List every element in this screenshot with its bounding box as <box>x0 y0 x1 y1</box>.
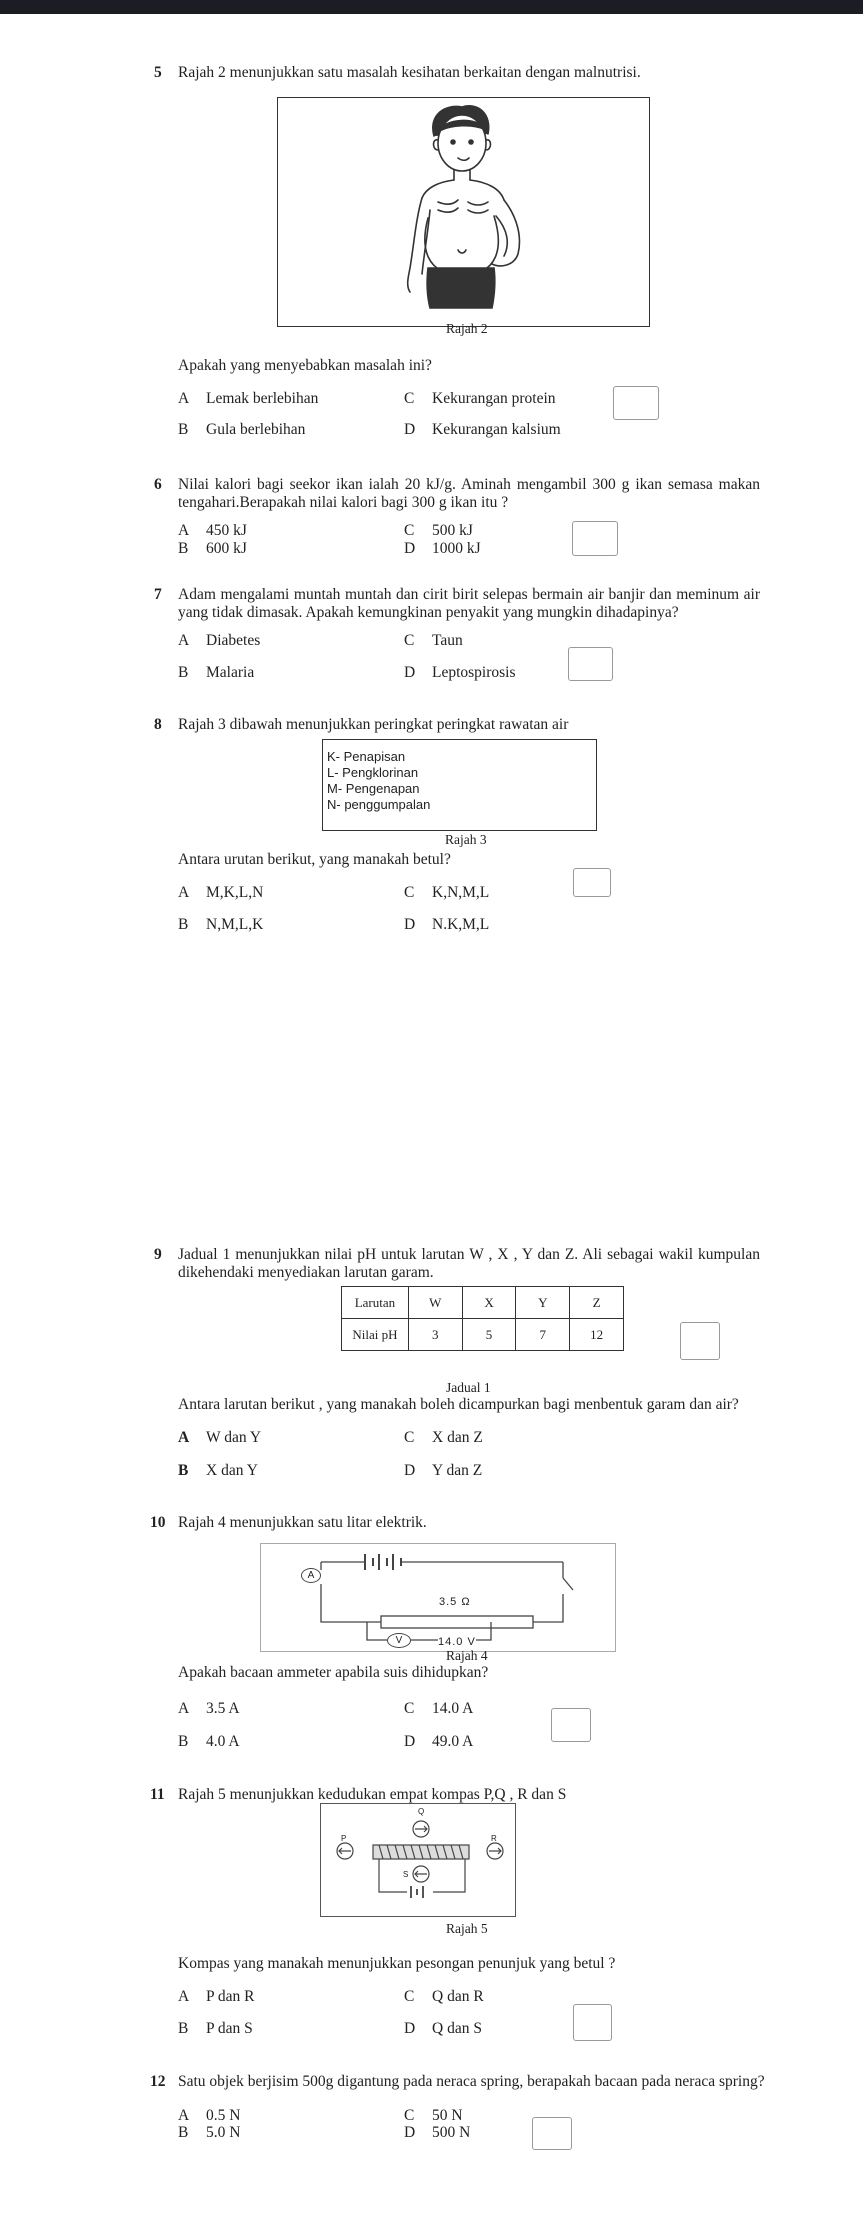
q12-option-a[interactable]: A 0.5 N <box>178 2107 241 2124</box>
q11-option-d[interactable]: D Q dan S <box>404 2020 482 2037</box>
q12-option-b[interactable]: B 5.0 N <box>178 2124 241 2141</box>
q9-option-a[interactable]: A W dan Y <box>178 1429 262 1446</box>
q7-option-c[interactable]: C Taun <box>404 632 463 649</box>
stage-n: N- penggumpalan <box>327 797 431 812</box>
q5-text: Rajah 2 menunjukkan satu masalah kesihatan berkaitan dengan malnutrisi. <box>178 64 641 81</box>
table-cell: 3 <box>408 1319 462 1351</box>
q11-option-a[interactable]: A P dan R <box>178 1988 255 2005</box>
q5-option-a[interactable]: A Lemak berlebihan <box>178 390 319 407</box>
q5-figure-box <box>277 97 650 327</box>
q7-answer-box[interactable] <box>568 647 613 681</box>
compass-r-label: R <box>491 1834 497 1843</box>
q12-answer-box[interactable] <box>532 2117 572 2150</box>
q10-caption: Rajah 4 <box>446 1648 488 1663</box>
q10-circuit-box <box>260 1543 616 1652</box>
q11-number: 11 <box>150 1786 165 1803</box>
q6-option-a[interactable]: A 450 kJ <box>178 522 247 539</box>
compass-p-label: P <box>341 1834 347 1843</box>
q5-option-b[interactable]: B Gula berlebihan <box>178 421 306 438</box>
q5-option-c[interactable]: C Kekurangan protein <box>404 390 556 407</box>
q6-option-c[interactable]: C 500 kJ <box>404 522 473 539</box>
stage-l: L- Pengklorinan <box>327 765 419 780</box>
ammeter-icon: A <box>301 1568 321 1583</box>
table-header-row <box>342 1287 624 1319</box>
voltage-label: 14.0 V <box>438 1636 476 1648</box>
q12-number: 12 <box>150 2073 166 2090</box>
q10-text: Rajah 4 menunjukkan satu litar elektrik. <box>178 1514 427 1531</box>
table-cell: X <box>462 1287 516 1319</box>
q6-option-d[interactable]: D 1000 kJ <box>404 540 481 557</box>
table-row <box>342 1319 624 1351</box>
q5-number: 5 <box>154 64 162 81</box>
q8-caption: Rajah 3 <box>445 832 487 847</box>
table-cell: Larutan <box>342 1287 409 1319</box>
q5-question: Apakah yang menyebabkan masalah ini? <box>178 357 432 374</box>
q12-text: Satu objek berjisim 500g digantung pada neraca spring, berapakah bacaan pada neraca spring? <box>178 2073 765 2090</box>
compass-s-label: S <box>403 1870 409 1879</box>
q8-option-c[interactable]: C K,N,M,L <box>404 884 490 901</box>
q8-question: Antara urutan berikut, yang manakah betul? <box>178 851 451 868</box>
q7-option-d[interactable]: D Leptospirosis <box>404 664 516 681</box>
q12-option-c[interactable]: C 50 N <box>404 2107 463 2124</box>
q7-number: 7 <box>154 586 162 603</box>
q6-number: 6 <box>154 476 162 493</box>
q5-option-d[interactable]: D Kekurangan kalsium <box>404 421 561 438</box>
q11-option-c[interactable]: C Q dan R <box>404 1988 484 2005</box>
q5-caption: Rajah 2 <box>446 321 488 336</box>
q11-answer-box[interactable] <box>573 2004 612 2041</box>
q9-answer-box[interactable] <box>680 1322 720 1360</box>
solenoid-compass-diagram <box>321 1804 517 1918</box>
compass-q-label: Q <box>418 1807 425 1816</box>
q11-caption: Rajah 5 <box>446 1921 488 1936</box>
q8-text: Rajah 3 dibawah menunjukkan peringkat peringkat rawatan air <box>178 716 569 733</box>
q8-option-a[interactable]: A M,K,L,N <box>178 884 264 901</box>
q9-option-b[interactable]: B X dan Y <box>178 1462 258 1479</box>
q9-question: Antara larutan berikut , yang manakah boleh dicampurkan bagi menbentuk garam dan air? <box>178 1396 739 1413</box>
q9-option-c[interactable]: C X dan Z <box>404 1429 483 1446</box>
table-cell: Z <box>570 1287 624 1319</box>
q9-caption: Jadual 1 <box>446 1380 491 1395</box>
table-cell: 7 <box>516 1319 570 1351</box>
q11-option-b[interactable]: B P dan S <box>178 2020 253 2037</box>
q9-text: Jadual 1 menunjukkan nilai pH untuk larutan W , X , Y dan Z. Ali sebagai wakil kumpulan dikehendaki menyediakan larutan garam. <box>178 1246 760 1281</box>
table-cell: 12 <box>570 1319 624 1351</box>
q8-stages-box <box>322 739 597 831</box>
q11-text: Rajah 5 menunjukkan kedudukan empat kompas P,Q , R dan S <box>178 1786 567 1803</box>
q7-text: Adam mengalami muntah muntah dan cirit birit selepas bermain air banjir dan meminum air yang tidak dimasak. Apakah kemungkinan penyakit yang mungkin dihadapinya? <box>178 586 760 621</box>
q8-option-d[interactable]: D N.K,M,L <box>404 916 490 933</box>
table-cell: Y <box>516 1287 570 1319</box>
q7-option-b[interactable]: B Malaria <box>178 664 255 681</box>
q10-option-c[interactable]: C 14.0 A <box>404 1700 474 1717</box>
q8-number: 8 <box>154 716 162 733</box>
q8-answer-box[interactable] <box>573 868 611 897</box>
q10-answer-box[interactable] <box>551 1708 591 1742</box>
q6-answer-box[interactable] <box>572 521 618 556</box>
q10-option-a[interactable]: A 3.5 A <box>178 1700 240 1717</box>
q11-compass-box <box>320 1803 516 1917</box>
q11-question: Kompas yang manakah menunjukkan pesongan penunjuk yang betul ? <box>178 1955 616 1972</box>
q8-option-b[interactable]: B N,M,L,K <box>178 916 264 933</box>
q10-question: Apakah bacaan ammeter apabila suis dihidupkan? <box>178 1664 489 1681</box>
table-cell: 5 <box>462 1319 516 1351</box>
q7-option-a[interactable]: A Diabetes <box>178 632 261 649</box>
resistor-label: 3.5 Ω <box>439 1596 471 1608</box>
stage-k: K- Penapisan <box>327 749 406 764</box>
q10-option-b[interactable]: B 4.0 A <box>178 1733 240 1750</box>
q10-number: 10 <box>150 1514 166 1531</box>
q9-option-d[interactable]: D Y dan Z <box>404 1462 483 1479</box>
stage-m: M- Pengenapan <box>327 781 420 796</box>
table-cell: Nilai pH <box>342 1319 409 1351</box>
top-bar <box>0 0 863 14</box>
q6-text: Nilai kalori bagi seekor ikan ialah 20 kJ/g. Aminah mengambil 300 g ikan semasa makan tengahari.Berapakah nilai kalori bagi 300 g ikan itu ? <box>178 476 760 511</box>
q12-option-d[interactable]: D 500 N <box>404 2124 471 2141</box>
voltmeter-icon: V <box>387 1633 411 1648</box>
table-cell: W <box>408 1287 462 1319</box>
q5-answer-box[interactable] <box>613 386 659 420</box>
q9-number: 9 <box>154 1246 162 1263</box>
q9-ph-table <box>341 1286 624 1351</box>
q10-option-d[interactable]: D 49.0 A <box>404 1733 474 1750</box>
malnourished-child-illustration <box>278 98 651 328</box>
q6-option-b[interactable]: B 600 kJ <box>178 540 247 557</box>
